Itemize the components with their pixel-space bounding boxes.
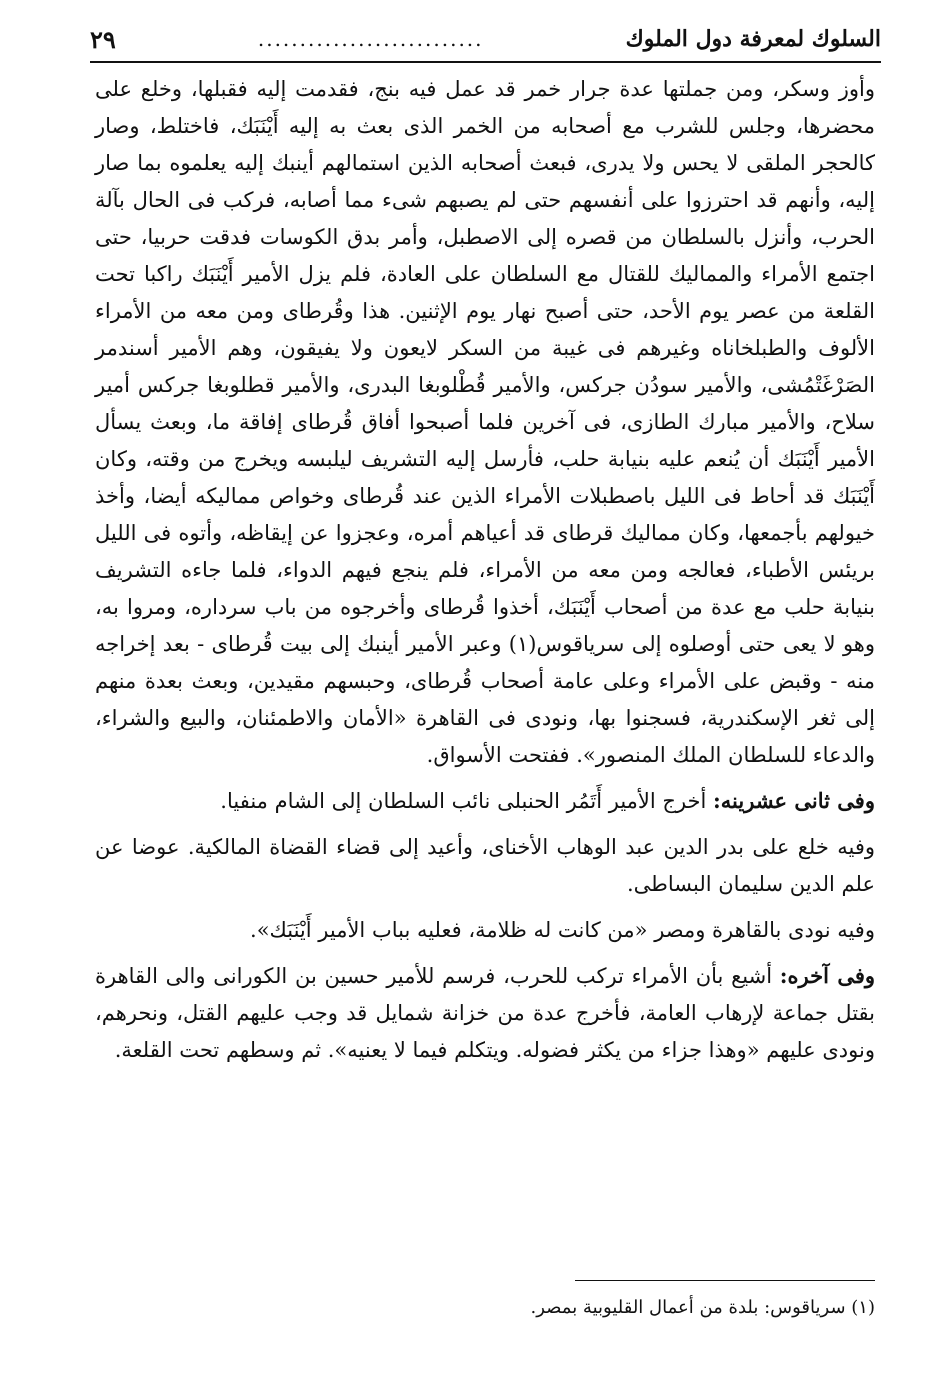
- date-label: وفى آخره:: [779, 963, 876, 988]
- paragraph-text: أخرج الأمير أَتَمُر الحنبلى نائب السلطان إلى الشام منفيا.: [220, 789, 714, 813]
- paragraph: [95, 828, 875, 903]
- paragraph-text: وفيه نودى بالقاهرة ومصر «من كانت له ظلامة، فعليه بباب الأمير أَيْنَبَك».: [250, 918, 875, 942]
- page-number: ٢٩: [90, 24, 116, 54]
- paragraph-text: وفيه خلع على بدر الدين عبد الوهاب الأخناى، وأعيد إلى قضاء القضاة المالكية. عوضا عن علم الدين سليمان البساطى.: [95, 835, 875, 896]
- header-dot-leader: ...........................: [257, 27, 484, 51]
- running-title: السلوك لمعرفة دول الملوك: [625, 26, 881, 52]
- page-header: [90, 22, 881, 56]
- paragraph-text: وأوز وسكر، ومن جملتها عدة جرار خمر قد عمل فيه بنج، فقدمت إليه فقبلها، وخلع على محضرها، وجلس للشرب مع أصحابه من الخمر الذى بعث به إليه أَيْنَبَك، فاختلط، وصار كالحجر الملقى لا يحس ولا يدرى، فبعث أصحابه الذين استمالهم أينبك إليه يعلموه بما صار إليه، وأنهم قد احترزوا على أنفسهم حتى لم يصبهم شىء مما أصابه، فركب فى الحال بآلة الحرب، وأنزل بالسلطان من قصره إلى الاصطبل، وأمر بدق الكوسات فدقت حربيا، حتى اجتمع الأمراء والمماليك للقتال مع السلطان على العادة، فلم يزل الأمير أَيْنَبَك راكبا تحت القلعة من عصر يوم الأحد، حتى أصبح نهار يوم الإثنين. هذا وقُرطاى ومن معه من الأمراء الألوف والطبلخاناه وغيرهم فى غيبة من السكر لايعون ولا يفيقون، وهم الأمير أسندمر الصَرْغَتْمُشى، والأمير سودُن جركس، والأمير قُطْلوبغا البدرى، والأمير قطلوبغا جركس أمير سلاح، والأمير مبارك الطازى، فى آخرين فلما أصبحوا أفاق قُرطاى إفاقة ما، وبعث يسأل الأمير أَيْنَبَك أن يُنعم عليه بنيابة حلب، فأرسل إليه التشريف ليلبسه ويخرج من وقته، وكان أَيْنَبَك قد أحاط فى الليل باصطبلات الأمراء الذين عند قُرطاى وخواص مماليكه أيضا، وأخذ خيولهم بأجمعها، وكان مماليك قرطاى قد أعياهم أمره، وعجزوا عن إيقاظه، وأتوه فى الليل بريئس الأطباء، فعالجه ومن معه من الأمراء، فلم ينجع فيهم الدواء، فلما جاءه التشريف بنيابة حلب مع عدة من أصحاب أَيْنَبَك، أخذوا قُرطاى وأخرجوه من باب سرداره، ومروا به، وهو لا يعى حتى أوصلوه إلى سرياقوس(١) وعبر الأمير أينبك إلى بيت قُرطاى - بعد إخراجه منه - وقبض على الأمراء وعلى عامة أصحاب قُرطاى، وحبسهم مقيدين، وبعث بعدة منهم إلى ثغر الإسكندرية، فسجنوا بها، ونودى فى القاهرة «الأمان والاطمئنان، والبيع والشراء، والدعاء للسلطان الملك المنصور». ففتحت الأسواق.: [95, 77, 876, 767]
- paragraph: [95, 957, 875, 1069]
- paragraph-text: أشيع بأن الأمراء تركب للحرب، فرسم للأمير حسين بن الكورانى والى القاهرة بقتل جماعة لإرهاب العامة، فأخرج عدة من خزانة شمايل قد وجب عليهم القتل، ونحرهم، ونودى عليهم «وهذا جزاء من يكثر فضوله. ويتكلم فيما لا يعنيه». ثم وسطهم تحت القلعة.: [95, 964, 875, 1062]
- footnote-rule: [575, 1280, 875, 1281]
- footnote: (١) سرياقوس: بلدة من أعمال القليوبية بمصر.: [530, 1297, 875, 1318]
- date-label: وفى ثانى عشرينه:: [713, 788, 875, 813]
- paragraph: [95, 70, 875, 774]
- paragraph: [95, 782, 875, 820]
- paragraph: [95, 911, 875, 949]
- body-text: [95, 70, 875, 1069]
- header-rule: [90, 61, 881, 63]
